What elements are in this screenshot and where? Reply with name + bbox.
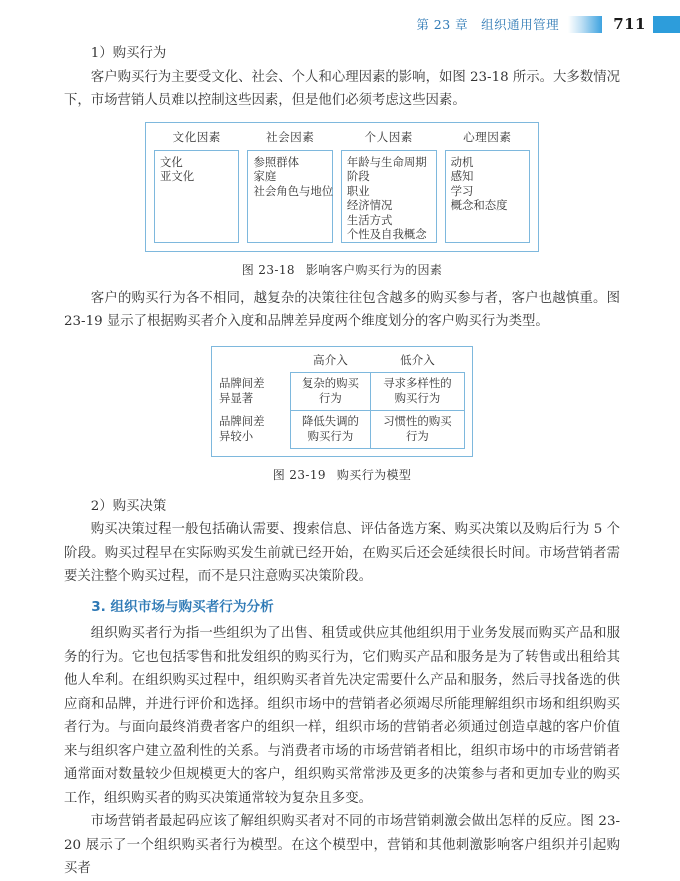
matrix-cell-line: 购买行为	[394, 391, 441, 405]
figure-23-18-column-title: 心理因素	[463, 129, 512, 144]
figure-item: 家庭	[253, 169, 277, 184]
matrix-cell-variety-seeking	[370, 372, 464, 410]
figure-23-18-column-box	[341, 150, 437, 243]
figure-item: 个性及自我概念	[346, 227, 427, 242]
figure-23-19-frame	[211, 346, 473, 457]
figure-item: 亚文化	[160, 169, 195, 184]
figure-23-18-column-title: 社会因素	[265, 129, 315, 144]
paragraph-3: 购买决策过程一般包括确认需要、搜索信息、评估备选方案、购买决策以及购后行为 5 个阶段。购买过程早在实际购买发生前就已经开始，在购买后还会延续很长时间。市场营销者需要关注整个购买过程，而不是只注意购买决策阶段。	[64, 522, 620, 584]
sub-heading-1: 1）购买行为	[90, 46, 167, 61]
figure-23-19-caption	[64, 466, 620, 483]
page-header	[0, 0, 680, 40]
matrix-row-label-line: 异较小	[219, 429, 254, 443]
paragraph-1: 客户购买行为主要受文化、社会、个人和心理因素的影响，如图 23-18 所示。大多数情况下，市场营销人员难以控制这些因素，但是他们必须考虑这些因素。	[64, 69, 620, 108]
matrix-corner-empty	[219, 352, 291, 373]
figure-23-18-column-psychological	[445, 129, 530, 243]
page-number: 711	[613, 15, 646, 33]
header-chapter-title: 第 23 章 组织通用管理	[416, 17, 560, 32]
figure-23-18-column-box	[247, 150, 332, 243]
figure-23-18-column-social	[247, 129, 332, 243]
figure-23-18-column-title: 文化因素	[172, 129, 221, 144]
figure-23-19-matrix	[219, 352, 465, 449]
figure-item: 学习	[450, 183, 474, 198]
figure-item: 职业	[346, 183, 370, 198]
figure-23-19	[64, 346, 620, 483]
figure-item: 文化	[160, 154, 183, 169]
matrix-row-label-minor	[219, 410, 291, 448]
figure-item: 社会角色与地位	[253, 183, 334, 198]
matrix-cell-line: 寻求多样性的	[383, 376, 452, 391]
matrix-cell-line: 习惯性的购买	[383, 414, 452, 429]
figure-23-18-frame	[145, 122, 539, 252]
matrix-cell-line: 降低失调的	[301, 414, 359, 429]
figure-23-18-column-box	[445, 150, 530, 243]
figure-caption-number: 图 23-19	[272, 467, 326, 482]
figure-caption-number: 图 23-18	[241, 262, 295, 277]
figure-23-18-caption	[64, 261, 620, 278]
sub-heading-2: 2）购买决策	[90, 498, 167, 514]
table-row	[219, 352, 465, 373]
matrix-cell-line: 行为	[319, 391, 342, 405]
figure-caption-title: 购买行为模型	[336, 467, 412, 482]
figure-23-18	[64, 122, 620, 278]
figure-item: 参照群体	[253, 154, 300, 169]
figure-23-18-column-box	[154, 150, 239, 243]
figure-23-18-column-personal	[341, 129, 437, 243]
table-row	[219, 410, 465, 448]
matrix-row-label-line: 品牌间差	[219, 376, 265, 391]
figure-item: 经济情况	[346, 198, 393, 213]
matrix-row-label-significant	[219, 372, 291, 410]
figure-23-18-column-title: 个人因素	[364, 129, 413, 144]
matrix-column-header-high: 高介入	[313, 352, 348, 367]
paragraph-2: 客户的购买行为各不相同，越复杂的决策往往包含越多的购买参与者，客户也越慎重。图 23-19 显示了根据购买者介入度和品牌差异度两个维度划分的客户购买行为类型。	[64, 290, 620, 329]
matrix-row-label-line: 异显著	[219, 391, 254, 405]
figure-item: 动机	[450, 154, 474, 169]
matrix-cell-line: 行为	[406, 429, 429, 443]
section-heading-3: 3. 组织市场与购买者行为分析	[91, 598, 274, 615]
paragraph-5: 市场营销者最起码应该了解组织购买者对不同的市场营销刺激会做出怎样的反应。图 23-20 展示了一个组织购买者行为模型。在这个模型中，营销和其他刺激影响客户组织并引起购买者	[64, 814, 620, 876]
header-accent-block-icon	[653, 16, 680, 33]
matrix-cell-dissonance-reducing	[291, 410, 371, 448]
matrix-cell-line: 复杂的购买	[301, 376, 359, 391]
matrix-cell-habitual	[370, 410, 464, 448]
figure-item: 阶段	[346, 169, 370, 184]
figure-23-18-column-cultural	[154, 129, 239, 243]
header-gradient-bar-icon	[568, 16, 602, 33]
figure-item: 生活方式	[346, 212, 393, 227]
figure-item: 概念和态度	[450, 198, 508, 213]
matrix-cell-complex-buying	[291, 372, 371, 410]
matrix-column-header-low: 低介入	[400, 352, 435, 367]
matrix-row-label-line: 品牌间差	[219, 414, 265, 429]
figure-item: 年龄与生命周期	[346, 154, 427, 169]
figure-item: 感知	[450, 169, 474, 184]
table-row	[219, 372, 465, 410]
figure-caption-title: 影响客户购买行为的因素	[305, 262, 443, 277]
matrix-cell-line: 购买行为	[307, 429, 354, 443]
paragraph-4: 组织购买者行为指一些组织为了出售、租赁或供应其他组织用于业务发展而购买产品和服务的行为。它也包括零售和批发组织的购买行为，它们购买产品和服务是为了转售或出租给其他人牟利。在组织购买过程中，组织购买者首先决定需要什么产品和服务，然后寻找备选的供应商和品牌，并进行评价和选择。组织市场中的营销者必须竭尽所能理解组织市场和组织购买者行为。与面向最终消费者客户的组织一样，组织市场的营销者必须通过创造卓越的客户价值来与组织客户建立盈利性的关系。与消费者市场的市场营销者相比，组织市场中的市场营销者通常面对数量较少但规模更大的客户，组织购买常常涉及更多的决策参与者和更加专业的购买工作，组织购买者的购买决策通常较为复杂且多变。	[64, 626, 620, 806]
page-content	[64, 42, 620, 881]
